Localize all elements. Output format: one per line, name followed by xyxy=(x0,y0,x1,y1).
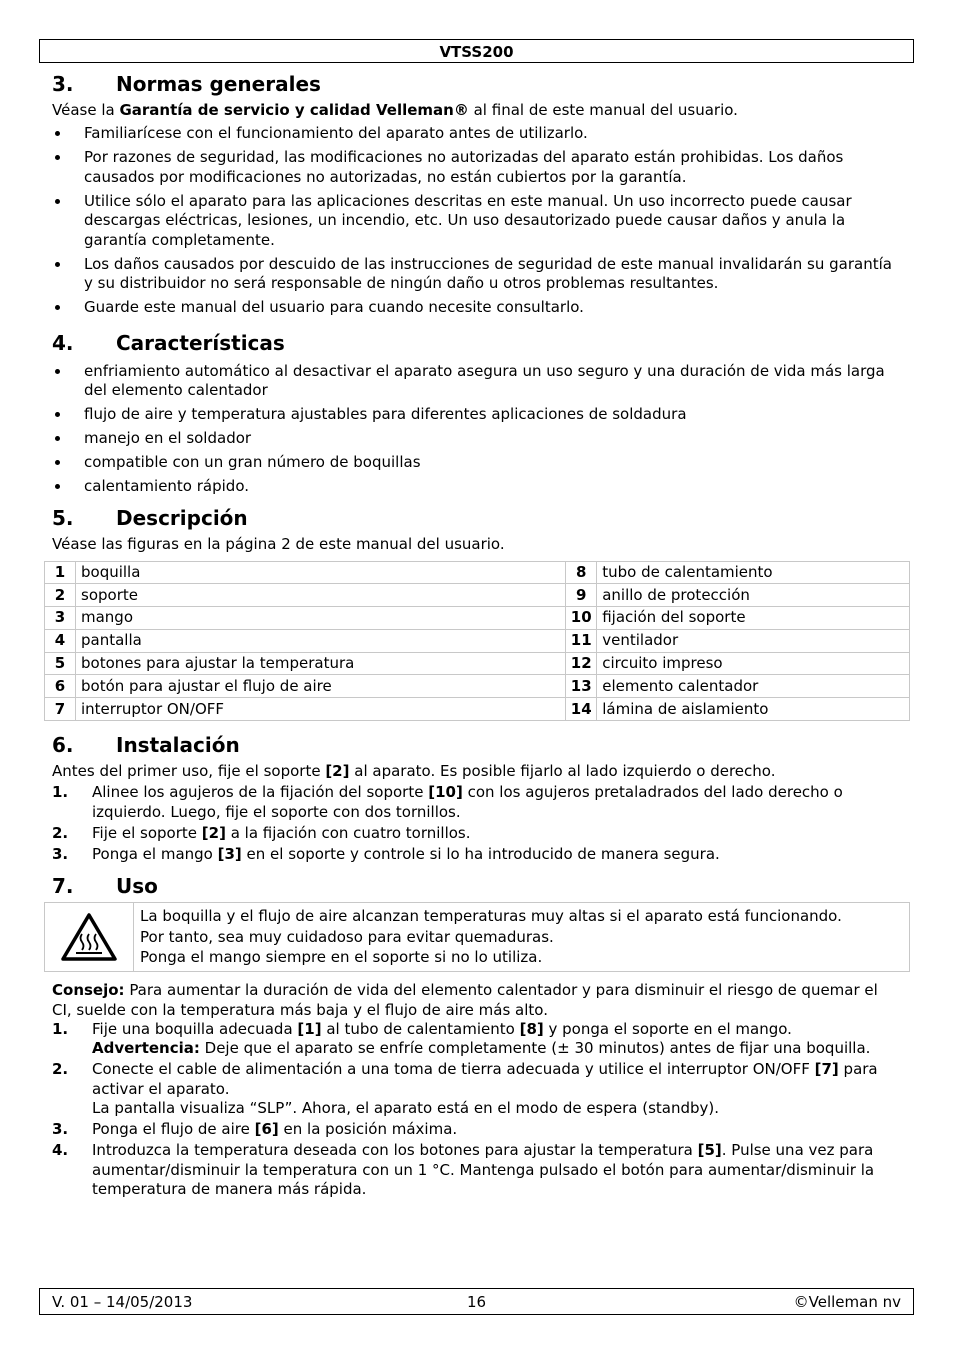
list-item: manejo en el soldador xyxy=(52,429,902,449)
section-5-intro: Véase las figuras en la página 2 de este manual del usuario. xyxy=(52,534,505,553)
section-3-title: 3. Normas generales xyxy=(52,72,321,96)
part-number: 14 xyxy=(566,698,597,721)
part-number: 2 xyxy=(45,584,76,607)
page-header xyxy=(39,39,914,63)
part-name: botón para ajustar el flujo de aire xyxy=(76,675,566,698)
list-item: 2. Fije el soporte [2] a la fijación con cuatro tornillos. xyxy=(52,823,471,842)
parts-table xyxy=(44,561,910,722)
part-number: 1 xyxy=(45,561,76,584)
list-item: compatible con un gran número de boquillas xyxy=(52,453,902,473)
part-number: 3 xyxy=(45,607,76,630)
part-number: 6 xyxy=(45,675,76,698)
list-item: 2. Conecte el cable de alimentación a una toma de tierra adecuada y utilice el interruptor ON/OFF [7] para activar el aparato. La pantalla visualiza “SLP”. Ahora, el aparato está en el modo de espera (standby). xyxy=(52,1060,878,1118)
table-row xyxy=(45,584,910,607)
hot-surface-icon xyxy=(45,903,134,971)
section-3-intro: Véase la Garantía de servicio y calidad Velleman® al final de este manual del usuario. xyxy=(52,101,738,119)
part-name: elemento calentador xyxy=(597,675,910,698)
section-6-title: 6. Instalación xyxy=(52,733,240,758)
part-name: pantalla xyxy=(76,629,566,652)
section-4-bullets xyxy=(52,362,902,497)
part-number: 5 xyxy=(45,652,76,675)
section-6-steps xyxy=(52,783,902,864)
section-4-title: 4. Características xyxy=(52,330,285,355)
page-number: 16 xyxy=(466,1293,487,1311)
part-name: mango xyxy=(76,607,566,630)
table-row xyxy=(45,652,910,675)
table-row xyxy=(45,698,910,721)
page-content xyxy=(52,70,902,1201)
part-name: lámina de aislamiento xyxy=(597,698,910,721)
part-number: 7 xyxy=(45,698,76,721)
list-item: 4. Introduzca la temperatura deseada con los botones para ajustar la temperatura [5]. Pulse una vez para aumentar/disminuir la temperatura con un 1 °C. Mantenga pulsado el botón para aumentar/disminuir la temperatura de manera más rápida. xyxy=(52,1141,875,1199)
part-number: 8 xyxy=(566,561,597,584)
table-row xyxy=(45,629,910,652)
part-name: boquilla xyxy=(76,561,566,584)
section-5-title: 5. Descripción xyxy=(52,505,248,530)
part-number: 13 xyxy=(566,675,597,698)
list-item: Guarde este manual del usuario para cuando necesite consultarlo. xyxy=(52,298,902,318)
page-footer xyxy=(39,1288,914,1315)
hot-surface-warning: La boquilla y el flujo de aire alcanzan temperaturas muy altas si el aparato está funcionando. Por tanto, sea muy cuidadoso para evitar quemaduras. Ponga el mango siempre en el soporte si no lo utiliza. xyxy=(44,902,910,972)
part-name: anillo de protección xyxy=(597,584,910,607)
table-row xyxy=(45,561,910,584)
list-item: flujo de aire y temperatura ajustables para diferentes aplicaciones de soldadura xyxy=(52,405,902,425)
version-date: V. 01 – 14/05/2013 xyxy=(52,1293,193,1311)
copyright: ©Velleman nv xyxy=(793,1293,901,1311)
part-name: botones para ajustar la temperatura xyxy=(76,652,566,675)
list-item: 1. Fije una boquilla adecuada [1] al tubo de calentamiento [8] y ponga el soporte en el mango. Advertencia: Deje que el aparato se enfríe completamente (± 30 minutos) antes de fijar una boquilla. xyxy=(52,1019,871,1058)
list-item: Utilice sólo el aparato para las aplicaciones descritas en este manual. Un uso incorrecto puede causar descargas eléctricas, lesiones, un incendio, etc. Un uso desautorizado puede causar daños y anula la garantía completamente. xyxy=(52,192,902,251)
part-name: interruptor ON/OFF xyxy=(76,698,566,721)
part-name: ventilador xyxy=(597,629,910,652)
part-number: 4 xyxy=(45,629,76,652)
part-number: 9 xyxy=(566,584,597,607)
tip-paragraph: Consejo: Para aumentar la duración de vida del elemento calentador y para disminuir el riesgo de quemar el CI, suelde con la temperatura más baja y el flujo de aire más alto. xyxy=(52,980,878,1019)
section-3-bullets xyxy=(52,124,902,318)
part-name: soporte xyxy=(76,584,566,607)
section-7-title: 7. Uso xyxy=(52,874,158,899)
list-item: 1. Alinee los agujeros de la fijación del soporte [10] con los agujeros pretaladrados del lado derecho o izquierdo. Luego, fije el soporte con dos tornillos. xyxy=(52,783,843,821)
list-item: enfriamiento automático al desactivar el aparato asegura un uso seguro y una duración de vida más larga del elemento calentador xyxy=(52,362,902,401)
list-item: calentamiento rápido. xyxy=(52,477,902,497)
list-item: 3. Ponga el mango [3] en el soporte y controle si lo ha introducido de manera segura. xyxy=(52,844,720,863)
list-item: 3. Ponga el flujo de aire [6] en la posición máxima. xyxy=(52,1120,458,1139)
table-row xyxy=(45,607,910,630)
table-row xyxy=(45,675,910,698)
part-name: circuito impreso xyxy=(597,652,910,675)
part-number: 12 xyxy=(566,652,597,675)
list-item: Familiarícese con el funcionamiento del aparato antes de utilizarlo. xyxy=(52,124,902,144)
section-7-steps xyxy=(52,1020,902,1200)
section-6-intro: Antes del primer uso, fije el soporte [2] al aparato. Es posible fijarlo al lado izquierdo o derecho. xyxy=(52,762,776,781)
list-item: Los daños causados por descuido de las instrucciones de seguridad de este manual invalidarán su garantía y su distribuidor no será responsable de ningún daño u otros problemas resultantes. xyxy=(52,255,902,294)
list-item: Por razones de seguridad, las modificaciones no autorizadas del aparato están prohibidas. Los daños causados por modificaciones no autorizadas, no están cubiertos por la garantía. xyxy=(52,148,902,187)
part-name: fijación del soporte xyxy=(597,607,910,630)
part-name: tubo de calentamiento xyxy=(597,561,910,584)
part-number: 11 xyxy=(566,629,597,652)
model-name: VTSS200 xyxy=(439,43,514,61)
part-number: 10 xyxy=(566,607,597,630)
